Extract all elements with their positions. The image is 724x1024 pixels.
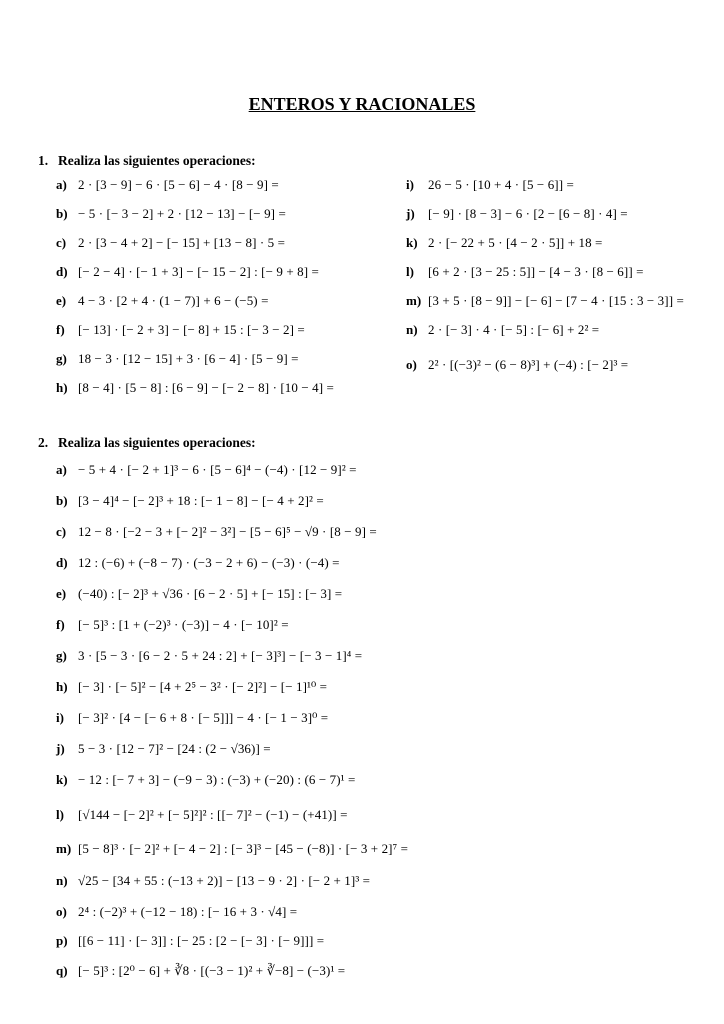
exercise-2g (56, 647, 362, 665)
exercise-expression: 3 · [5 − 3 · [6 − 2 · 5 + 24 : 2] + [− 3]³] − [− 3 − 1]⁴ = (78, 648, 363, 663)
exercise-1d (56, 263, 319, 281)
exercise-expression: [− 5]³ : [2⁰ − 6] + ∛8 · [(−3 − 1)² + ∛−8] − (−3)¹ = (78, 963, 346, 978)
exercise-label: n) (56, 873, 68, 888)
section-2-heading (38, 435, 256, 451)
exercise-label: o) (56, 904, 67, 919)
exercise-1k (406, 234, 602, 252)
exercise-2c (56, 523, 377, 541)
exercise-expression: [− 9] · [8 − 3] − 6 · [2 − [6 − 8] · 4] = (428, 206, 628, 221)
exercise-label: e) (56, 293, 67, 308)
exercise-expression: 5 − 3 · [12 − 7]² − [24 : (2 − √36)] = (78, 741, 271, 756)
exercise-expression: [− 5]³ : [1 + (−2)³ · (−3)] − 4 · [− 10]² = (78, 617, 289, 632)
exercise-expression: [− 3]² · [4 − [− 6 + 8 · [− 5]]] − 4 · [− 1 − 3]⁰ = (78, 710, 329, 725)
exercise-label: d) (56, 555, 68, 570)
section-1-number: 1. (38, 153, 49, 168)
exercise-1i (406, 176, 574, 194)
exercise-label: m) (406, 293, 422, 308)
exercise-1l (406, 263, 644, 281)
exercise-expression: 18 − 3 · [12 − 15] + 3 · [6 − 4] · [5 − 9] = (78, 351, 299, 366)
exercise-2o (56, 903, 297, 921)
exercise-1a (56, 176, 279, 194)
exercise-1m (406, 292, 684, 310)
exercise-label: f) (56, 617, 65, 632)
exercise-label: a) (56, 177, 67, 192)
exercise-2q (56, 962, 345, 980)
exercise-label: g) (56, 351, 67, 366)
exercise-expression: − 5 + 4 · [− 2 + 1]³ − 6 · [5 − 6]⁴ − (−4) · [12 − 9]² = (78, 462, 357, 477)
exercise-expression: 2 · [3 − 4 + 2] − [− 15] + [13 − 8] · 5 = (78, 235, 286, 250)
exercise-expression: [− 2 − 4] · [− 1 + 3] − [− 15 − 2] : [− 9 + 8] = (78, 264, 319, 279)
exercise-expression: [− 13] · [− 2 + 3] − [− 8] + 15 : [− 3 − 2] = (78, 322, 305, 337)
exercise-label: k) (56, 772, 68, 787)
exercise-expression: [√144 − [− 2]² + [− 5]²]² : [[− 7]² − (−1) − (+41)] = (78, 807, 348, 822)
exercise-label: m) (56, 841, 72, 856)
exercise-label: n) (406, 322, 418, 337)
exercise-2p (56, 932, 324, 950)
exercise-expression: [6 + 2 · [3 − 25 : 5]] − [4 − 3 · [8 − 6]] = (428, 264, 644, 279)
exercise-expression: 2 · [− 22 + 5 · [4 − 2 · 5]] + 18 = (428, 235, 603, 250)
exercise-2j (56, 740, 271, 758)
exercise-label: l) (56, 807, 64, 822)
exercise-2e (56, 585, 342, 603)
exercise-1n (406, 321, 599, 339)
exercise-2b (56, 492, 324, 510)
exercise-label: j) (406, 206, 415, 221)
exercise-expression: 2 · [− 3] · 4 · [− 5] : [− 6] + 2² = (428, 322, 600, 337)
page-title: ENTEROS Y RACIONALES (248, 94, 476, 114)
exercise-label: d) (56, 264, 68, 279)
exercise-label: j) (56, 741, 65, 756)
exercise-expression: − 5 · [− 3 − 2] + 2 · [12 − 13] − [− 9] = (78, 206, 286, 221)
exercise-label: b) (56, 493, 68, 508)
exercise-label: i) (56, 710, 64, 725)
exercise-1e (56, 292, 269, 310)
exercise-expression: 2² · [(−3)² − (6 − 8)³] + (−4) : [− 2]³ = (428, 357, 629, 372)
exercise-label: h) (56, 380, 68, 395)
exercise-2h (56, 678, 327, 696)
exercise-expression: [3 − 4]⁴ − [− 2]³ + 18 : [− 1 − 8] − [− 4 + 2]² = (78, 493, 324, 508)
section-1-heading-text: Realiza las siguientes operaciones: (58, 153, 256, 168)
exercise-1j (406, 205, 628, 223)
exercise-expression: 12 : (−6) + (−8 − 7) · (−3 − 2 + 6) − (−3) · (−4) = (78, 555, 340, 570)
exercise-expression: − 12 : [− 7 + 3] − (−9 − 3) : (−3) + (−20) : (6 − 7)¹ = (78, 772, 356, 787)
exercise-1f (56, 321, 305, 339)
exercise-2l (56, 806, 348, 824)
exercise-expression: [5 − 8]³ · [− 2]² + [− 4 − 2] : [− 3]³ − [45 − (−8)] · [− 3 + 2]⁷ = (78, 841, 409, 856)
exercise-label: g) (56, 648, 67, 663)
exercise-expression: 26 − 5 · [10 + 4 · [5 − 6]] = (428, 177, 574, 192)
exercise-expression: [[6 − 11] · [− 3]] : [− 25 : [2 − [− 3] · [− 9]]] = (78, 933, 325, 948)
exercise-1b (56, 205, 286, 223)
exercise-1o (406, 356, 628, 374)
exercise-expression: [− 3] · [− 5]² − [4 + 2⁵ − 3² · [− 2]²] − [− 1]¹⁰ = (78, 679, 328, 694)
exercise-label: l) (406, 264, 414, 279)
exercise-expression: [3 + 5 · [8 − 9]] − [− 6] − [7 − 4 · [15 : 3 − 3]] = (428, 293, 684, 308)
exercise-1g (56, 350, 299, 368)
exercise-2d (56, 554, 340, 572)
exercise-label: c) (56, 235, 67, 250)
exercise-1h (56, 379, 334, 397)
exercise-expression: 4 − 3 · [2 + 4 · (1 − 7)] + 6 − (−5) = (78, 293, 269, 308)
exercise-2k (56, 771, 355, 789)
exercise-label: b) (56, 206, 68, 221)
exercise-label: i) (406, 177, 414, 192)
exercise-label: c) (56, 524, 67, 539)
exercise-expression: [8 − 4] · [5 − 8] : [6 − 9] − [− 2 − 8] · [10 − 4] = (78, 380, 334, 395)
exercise-expression: 2 · [3 − 9] − 6 · [5 − 6] − 4 · [8 − 9] = (78, 177, 279, 192)
exercise-expression: 2⁴ : (−2)³ + (−12 − 18) : [− 16 + 3 · √4] = (78, 904, 298, 919)
exercise-expression: √25 − [34 + 55 : (−13 + 2)] − [13 − 9 · 2] · [− 2 + 1]³ = (78, 873, 371, 888)
exercise-label: q) (56, 963, 68, 978)
exercise-label: k) (406, 235, 418, 250)
exercise-label: f) (56, 322, 65, 337)
exercise-expression: 12 − 8 · [−2 − 3 + [− 2]² − 3²] − [5 − 6]⁵ − √9 · [8 − 9] = (78, 524, 377, 539)
exercise-1c (56, 234, 285, 252)
exercise-label: p) (56, 933, 68, 948)
section-2-heading-text: Realiza las siguientes operaciones: (58, 435, 256, 450)
exercise-2i (56, 709, 328, 727)
exercise-label: o) (406, 357, 417, 372)
exercise-label: a) (56, 462, 67, 477)
exercise-expression: (−40) : [− 2]³ + √36 · [6 − 2 · 5] + [− 15] : [− 3] = (78, 586, 343, 601)
exercise-label: h) (56, 679, 68, 694)
exercise-2a (56, 461, 357, 479)
section-1-heading (38, 153, 256, 169)
exercise-label: e) (56, 586, 67, 601)
exercise-2f (56, 616, 289, 634)
exercise-2m (56, 840, 408, 858)
exercise-2n (56, 872, 370, 890)
section-2-number: 2. (38, 435, 49, 450)
